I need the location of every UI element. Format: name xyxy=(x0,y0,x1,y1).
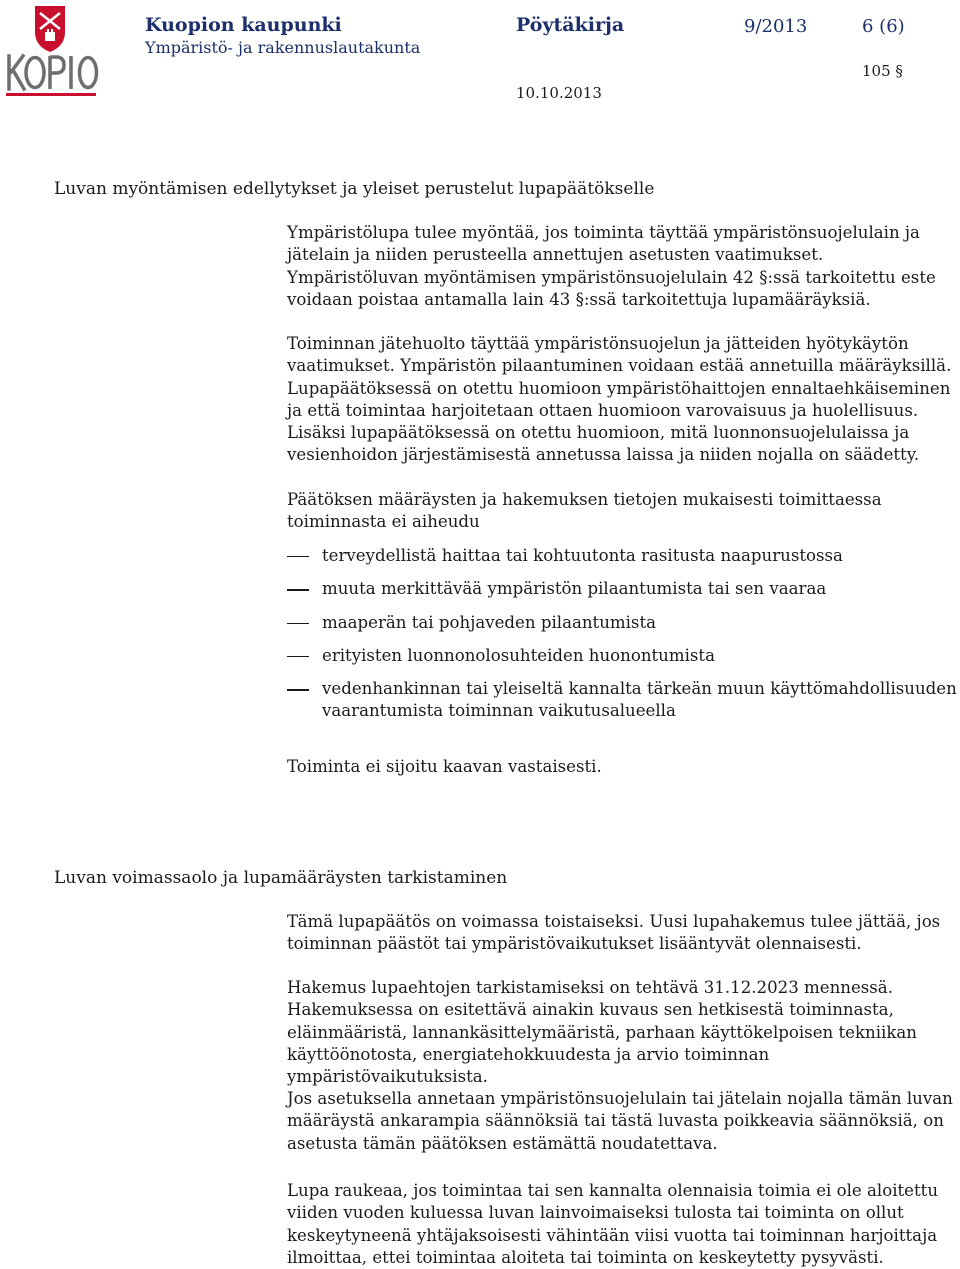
condition-list xyxy=(287,545,959,723)
list-item xyxy=(287,612,959,634)
list-item-text: maaperän tai pohjaveden pilaantumista xyxy=(322,612,657,632)
paragraph-text: Toiminta ei sijoitu kaavan vastaisesti. xyxy=(287,757,602,776)
document-type: Pöytäkirja xyxy=(516,14,625,36)
list-item xyxy=(287,578,959,600)
paragraph-text: Lupa raukeaa, jos toimintaa tai sen kannalta olennaisia toimia ei ole aloitettu viiden vuoden kuluessa luvan lainvoimaiseksi tulosta tai toiminta on ollut keskeytyneenä yhtäjaksoisesti vähintään viisi vuotta tai toiminnan harjoittaja ilmoittaa, ettei toimintaa aloiteta tai toiminta on keskeytetty pysyvästi. xyxy=(287,1181,939,1267)
section-heading: Luvan myöntämisen edellytykset ja yleiset perustelut lupapäätökselle xyxy=(54,179,655,199)
list-item xyxy=(287,645,959,667)
list-item-text: vedenhankinnan tai yleiseltä kannalta tärkeän muun käyttömahdollisuuden vaarantumista toiminnan vaikutusalueella xyxy=(322,679,957,721)
list-item xyxy=(287,545,959,567)
page-number: 6 (6) xyxy=(862,16,905,37)
paragraph-text: Jos asetuksella annetaan ympäristönsuojelulain tai jätelain nojalla tämän luvan määräystä ankarampia säännöksiä tai tästä luvasta poikkeavia säännöksiä, on asetusta tämän päätöksen estämättä noudatettava. xyxy=(287,1089,953,1153)
paragraph xyxy=(287,333,959,467)
paragraph xyxy=(287,222,959,311)
coat-of-arms-icon xyxy=(3,2,99,98)
paragraph xyxy=(287,1088,959,1155)
paragraph-text: Päätöksen määräysten ja hakemuksen tietojen mukaisesti toimittaessa toiminnasta ei aiheudu xyxy=(287,490,882,532)
kuopio-logo xyxy=(3,2,99,98)
list-item-text: terveydellistä haittaa tai kohtuutonta rasitusta naapurustossa xyxy=(322,546,843,565)
list-item-text: erityisten luonnonolosuhteiden huonontumista xyxy=(322,645,715,665)
list-item-text: muuta merkittävää ympäristön pilaantumista tai sen vaaraa xyxy=(322,579,827,599)
paragraph xyxy=(287,1180,959,1269)
paragraph xyxy=(287,756,959,778)
paragraph-text: Ympäristölupa tulee myöntää, jos toiminta täyttää ympäristönsuojelulain ja jätelain ja niiden perusteella annettujen asetusten vaatimukset. Ympäristöluvan myöntämisen ympäristönsuojelulain 42 §:ssä tarkoitettu este voidaan poistaa antamalla lain 43 §:ssä tarkoitettuja lupamääräyksiä. xyxy=(287,223,936,309)
paragraph xyxy=(287,977,959,1088)
section-number: 105 § xyxy=(862,62,903,80)
paragraph-text: Hakemus lupaehtojen tarkistamiseksi on tehtävä 31.12.2023 mennessä. Hakemuksessa on esitettävä ainakin kuvaus sen hetkisestä toiminnasta, eläinmääristä, lannankäsittelymääristä, parhaan käyttökelpoisen tekniikan käyttöönotosta, energiatehokkuudesta ja arvio toiminnan ympäristövaikutuksista. xyxy=(287,978,917,1087)
list-item xyxy=(287,678,959,723)
organization-name: Kuopion kaupunki xyxy=(145,14,342,36)
board-name: Ympäristö- ja rakennuslautakunta xyxy=(145,38,421,57)
section-heading: Luvan voimassaolo ja lupamääräysten tarkistaminen xyxy=(54,868,508,888)
paragraph-text: Toiminnan jätehuolto täyttää ympäristönsuojelun ja jätteiden hyötykäytön vaatimukset. Ympäristön pilaantuminen voidaan estää annetuilla määräyksillä. Lupapäätöksessä on otettu huomioon ympäristöhaittojen ennaltaehkäiseminen ja että toimintaa harjoitetaan ottaen huomioon varovaisuus ja huolellisuus. Lisäksi lupapäätöksessä on otettu huomioon, mitä luonnonsuojelulaissa ja vesienhoidon järjestämisestä annetussa laissa ja niiden nojalla on säädetty. xyxy=(287,334,952,465)
meeting-date: 10.10.2013 xyxy=(516,84,602,102)
paragraph xyxy=(287,911,959,956)
paragraph xyxy=(287,489,959,534)
paragraph-text: Tämä lupapäätös on voimassa toistaiseksi. Uusi lupahakemus tulee jättää, jos toiminnan päästöt tai ympäristövaikutukset lisääntyvät olennaisesti. xyxy=(287,912,941,954)
document-number: 9/2013 xyxy=(744,16,808,37)
